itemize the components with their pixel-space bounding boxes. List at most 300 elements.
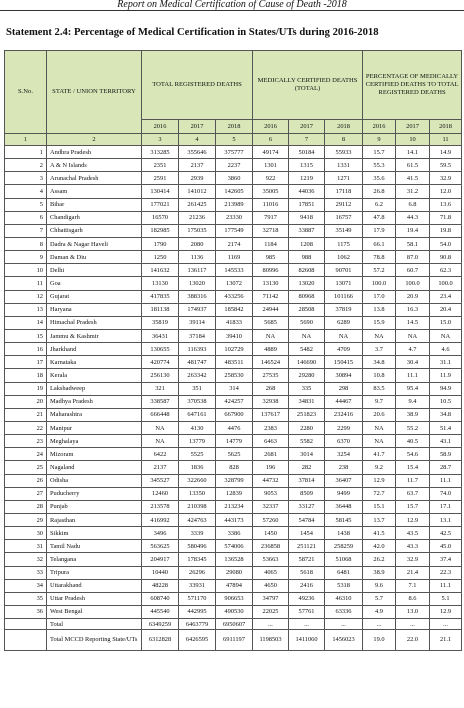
value-cell: 58.9 — [430, 448, 462, 461]
value-cell: 42.0 — [363, 540, 396, 553]
state-name-cell: Dadra & Nagar Haveli — [47, 237, 142, 250]
table-row — [5, 395, 462, 408]
value-cell: 1250 — [142, 251, 179, 264]
value-cell: 5.7 — [363, 592, 396, 605]
value-cell: 6463 — [253, 435, 289, 448]
value-cell: 47894 — [216, 579, 253, 592]
value-cell: 6463779 — [179, 619, 216, 630]
state-name-cell: Arunachal Pradesh — [47, 172, 142, 185]
value-cell: 41.5 — [396, 172, 430, 185]
value-cell: 236858 — [253, 540, 289, 553]
value-cell: 15.9 — [363, 316, 396, 329]
value-cell: 30894 — [325, 369, 363, 382]
value-cell: 94.9 — [430, 382, 462, 395]
value-cell: 238 — [325, 461, 363, 474]
value-cell: 1438 — [325, 527, 363, 540]
value-cell: 5525 — [179, 448, 216, 461]
state-name-cell: Lakshadweep — [47, 382, 142, 395]
table-row — [5, 553, 462, 566]
value-cell: 15.1 — [363, 500, 396, 513]
value-cell: 1208 — [289, 237, 325, 250]
state-name-cell: Andhra Pradesh — [47, 146, 142, 159]
table-row — [5, 237, 462, 250]
value-cell: 21.1 — [430, 630, 462, 651]
serial-number-cell: 20 — [5, 395, 47, 408]
serial-number-cell: 3 — [5, 172, 47, 185]
table-row — [5, 540, 462, 553]
value-cell: 13.7 — [363, 513, 396, 526]
value-cell: 61.5 — [396, 159, 430, 172]
value-cell: 185842 — [216, 303, 253, 316]
value-cell: 7.1 — [396, 579, 430, 592]
serial-number-cell: 30 — [5, 527, 47, 540]
table-row — [5, 251, 462, 264]
serial-number-cell: 6 — [5, 211, 47, 224]
table-row — [5, 513, 462, 526]
value-cell: 6950607 — [216, 619, 253, 630]
value-cell: 13.6 — [430, 198, 462, 211]
value-cell: 32718 — [253, 224, 289, 237]
state-name-cell: Total MCCD Reporting State/UTs — [47, 630, 142, 651]
value-cell: 443173 — [216, 513, 253, 526]
value-cell: 15.7 — [396, 500, 430, 513]
value-cell: 11.1 — [430, 474, 462, 487]
value-cell: 1271 — [325, 172, 363, 185]
value-cell: 37.4 — [430, 553, 462, 566]
value-cell: 196 — [253, 461, 289, 474]
table-row — [5, 630, 462, 651]
value-cell: 51068 — [325, 553, 363, 566]
value-cell: 13072 — [216, 277, 253, 290]
value-cell: 370538 — [179, 395, 216, 408]
value-cell: 388316 — [179, 290, 216, 303]
serial-number-cell: 16 — [5, 343, 47, 356]
value-cell: 32.9 — [430, 172, 462, 185]
table-row — [5, 146, 462, 159]
value-cell: 32.9 — [396, 553, 430, 566]
value-cell: 3386 — [216, 527, 253, 540]
col-header-mcd: MEDICALLY CERTIFIED DEATHS (TOTAL) — [253, 51, 363, 120]
table-row — [5, 579, 462, 592]
state-name-cell: A & N Islands — [47, 159, 142, 172]
value-cell: 328799 — [216, 474, 253, 487]
serial-number-cell: 1 — [5, 146, 47, 159]
value-cell: 36448 — [325, 500, 363, 513]
value-cell: 20.6 — [363, 408, 396, 421]
value-cell: 22025 — [253, 605, 289, 618]
value-cell: 71.8 — [430, 211, 462, 224]
serial-number-cell: 26 — [5, 474, 47, 487]
value-cell: 44732 — [253, 474, 289, 487]
value-cell: 26.2 — [363, 553, 396, 566]
value-cell: ... — [396, 619, 430, 630]
value-cell: 4.9 — [363, 605, 396, 618]
value-cell: 13020 — [179, 277, 216, 290]
serial-number-cell: 28 — [5, 500, 47, 513]
value-cell: 13071 — [325, 277, 363, 290]
value-cell: 175035 — [179, 224, 216, 237]
table-row — [5, 356, 462, 369]
value-cell: 22.3 — [430, 566, 462, 579]
value-cell: 36431 — [142, 329, 179, 342]
value-cell: 37814 — [289, 474, 325, 487]
value-cell: 3496 — [142, 527, 179, 540]
value-cell: 1136 — [179, 251, 216, 264]
value-cell: 2137 — [142, 461, 179, 474]
value-cell: 321 — [142, 382, 179, 395]
value-cell: ... — [363, 619, 396, 630]
value-cell: 42.5 — [430, 527, 462, 540]
value-cell: NA — [363, 435, 396, 448]
year-header: 2016 — [253, 120, 289, 134]
value-cell: 178345 — [179, 553, 216, 566]
state-name-cell: Telangana — [47, 553, 142, 566]
serial-number-cell: 31 — [5, 540, 47, 553]
value-cell: 90701 — [325, 264, 363, 277]
value-cell: 38.9 — [396, 408, 430, 421]
value-cell: 33887 — [289, 224, 325, 237]
value-cell: 11.1 — [396, 369, 430, 382]
year-header: 2017 — [179, 120, 216, 134]
value-cell: 48228 — [142, 579, 179, 592]
state-name-cell: Jammu & Kashmir — [47, 329, 142, 342]
certification-table — [4, 50, 462, 651]
value-cell: 146524 — [253, 356, 289, 369]
state-name-cell: Madhya Pradesh — [47, 395, 142, 408]
value-cell: 13020 — [289, 277, 325, 290]
value-cell: 5685 — [253, 316, 289, 329]
value-cell: 28508 — [289, 303, 325, 316]
value-cell: 83.5 — [363, 382, 396, 395]
state-name-cell: Daman & Diu — [47, 251, 142, 264]
value-cell: 922 — [253, 172, 289, 185]
value-cell: 4065 — [253, 566, 289, 579]
value-cell: 1315 — [289, 159, 325, 172]
table-row — [5, 211, 462, 224]
serial-number-cell: 32 — [5, 553, 47, 566]
year-header: 2018 — [430, 120, 462, 134]
value-cell: 63.7 — [396, 487, 430, 500]
value-cell: 5690 — [289, 316, 325, 329]
value-cell: 55.3 — [363, 159, 396, 172]
value-cell: 58145 — [325, 513, 363, 526]
value-cell: 35.6 — [363, 172, 396, 185]
value-cell: 1836 — [179, 461, 216, 474]
value-cell: 34797 — [253, 592, 289, 605]
serial-number-cell: 15 — [5, 329, 47, 342]
serial-number-cell: 12 — [5, 290, 47, 303]
value-cell: 433256 — [216, 290, 253, 303]
value-cell: 62.3 — [430, 264, 462, 277]
value-cell: 416992 — [142, 513, 179, 526]
value-cell: 4476 — [216, 421, 253, 434]
value-cell: 8.6 — [396, 592, 430, 605]
value-cell: NA — [289, 329, 325, 342]
state-name-cell: Uttarakhand — [47, 579, 142, 592]
value-cell: 23.4 — [430, 290, 462, 303]
value-cell: 49174 — [253, 146, 289, 159]
value-cell: 54.6 — [396, 448, 430, 461]
state-name-cell: Maharashtra — [47, 408, 142, 421]
value-cell: 213234 — [216, 500, 253, 513]
table-row — [5, 329, 462, 342]
col-header-percentage: PERCENTAGE OF MEDICALLY CERTIFIED DEATHS TO TOTAL REGISTERED DEATHS — [363, 51, 462, 120]
serial-number-cell: 5 — [5, 198, 47, 211]
value-cell: 57761 — [289, 605, 325, 618]
value-cell: 60.7 — [396, 264, 430, 277]
value-cell: 181138 — [142, 303, 179, 316]
value-cell: 101166 — [325, 290, 363, 303]
value-cell: 13.0 — [396, 605, 430, 618]
value-cell: 59.5 — [430, 159, 462, 172]
table-row — [5, 605, 462, 618]
value-cell: 136528 — [216, 553, 253, 566]
value-cell: 2681 — [253, 448, 289, 461]
value-cell: 263342 — [179, 369, 216, 382]
state-name-cell: Jharkhand — [47, 343, 142, 356]
value-cell: 483511 — [216, 356, 253, 369]
value-cell: 78.8 — [363, 251, 396, 264]
serial-number-cell: 18 — [5, 369, 47, 382]
value-cell: 14.1 — [396, 146, 430, 159]
table-row — [5, 224, 462, 237]
state-name-cell: Punjab — [47, 500, 142, 513]
value-cell: 116393 — [179, 343, 216, 356]
value-cell: 563625 — [142, 540, 179, 553]
value-cell: 424763 — [179, 513, 216, 526]
serial-number-cell: 36 — [5, 605, 47, 618]
col-header-state: STATE / UNION TERRITORY — [47, 51, 142, 134]
value-cell: ... — [253, 619, 289, 630]
value-cell: 39114 — [179, 316, 216, 329]
value-cell: 17851 — [289, 198, 325, 211]
value-cell: 30.4 — [396, 356, 430, 369]
value-cell: 141632 — [142, 264, 179, 277]
value-cell: 5582 — [289, 435, 325, 448]
state-name-cell: Chhattisgarh — [47, 224, 142, 237]
value-cell: 9.4 — [396, 395, 430, 408]
state-name-cell: Puducherry — [47, 487, 142, 500]
value-cell: 41.7 — [363, 448, 396, 461]
serial-number-cell: 8 — [5, 237, 47, 250]
state-name-cell: Chandigarh — [47, 211, 142, 224]
value-cell: 57260 — [253, 513, 289, 526]
value-cell: 51.4 — [430, 421, 462, 434]
value-cell: 14.5 — [396, 316, 430, 329]
serial-number-cell: 17 — [5, 356, 47, 369]
value-cell: 647161 — [179, 408, 216, 421]
value-cell: ... — [325, 619, 363, 630]
table-row — [5, 185, 462, 198]
value-cell: 3254 — [325, 448, 363, 461]
value-cell: 54784 — [289, 513, 325, 526]
value-cell: 34.8 — [363, 356, 396, 369]
value-cell: 15.0 — [430, 316, 462, 329]
state-name-cell: Delhi — [47, 264, 142, 277]
value-cell: 14779 — [216, 435, 253, 448]
value-cell: 95.4 — [396, 382, 430, 395]
value-cell: 145533 — [216, 264, 253, 277]
value-cell: 46310 — [325, 592, 363, 605]
value-cell: 35819 — [142, 316, 179, 329]
serial-number-cell: 7 — [5, 224, 47, 237]
state-name-cell: Total — [47, 619, 142, 630]
value-cell: 10.5 — [430, 395, 462, 408]
value-cell: 13130 — [253, 277, 289, 290]
table-row — [5, 172, 462, 185]
value-cell: 31.2 — [396, 185, 430, 198]
value-cell: 15.4 — [396, 461, 430, 474]
state-name-cell: Goa — [47, 277, 142, 290]
value-cell: 37819 — [325, 303, 363, 316]
value-cell: 2137 — [179, 159, 216, 172]
value-cell: 210398 — [179, 500, 216, 513]
serial-number-cell: 35 — [5, 592, 47, 605]
value-cell: 12.0 — [430, 185, 462, 198]
value-cell: 1456023 — [325, 630, 363, 651]
value-cell: 87.0 — [396, 251, 430, 264]
state-name-cell: Bihar — [47, 198, 142, 211]
state-name-cell: Uttar Pradesh — [47, 592, 142, 605]
value-cell: 41.5 — [363, 527, 396, 540]
value-cell: 1450 — [253, 527, 289, 540]
value-cell: 20.4 — [430, 303, 462, 316]
value-cell: 442995 — [179, 605, 216, 618]
value-cell: NA — [363, 329, 396, 342]
value-cell: 571170 — [179, 592, 216, 605]
value-cell: 1219 — [289, 172, 325, 185]
value-cell: 17118 — [325, 185, 363, 198]
value-cell: 34831 — [289, 395, 325, 408]
serial-number-cell: 11 — [5, 277, 47, 290]
value-cell: 16570 — [142, 211, 179, 224]
value-cell: NA — [142, 435, 179, 448]
value-cell: 985 — [253, 251, 289, 264]
value-cell: 44.3 — [396, 211, 430, 224]
column-index: 9 — [363, 134, 396, 146]
table-row — [5, 619, 462, 630]
value-cell: 314 — [216, 382, 253, 395]
value-cell: 12.9 — [430, 605, 462, 618]
value-cell: 136117 — [179, 264, 216, 277]
value-cell: 10440 — [142, 566, 179, 579]
value-cell: 6481 — [325, 566, 363, 579]
value-cell: 1301 — [253, 159, 289, 172]
table-row — [5, 448, 462, 461]
value-cell: 6312828 — [142, 630, 179, 651]
table-row — [5, 527, 462, 540]
value-cell: 72.7 — [363, 487, 396, 500]
value-cell: 150415 — [325, 356, 363, 369]
value-cell: 57.2 — [363, 264, 396, 277]
value-cell: 13130 — [142, 277, 179, 290]
value-cell: 80996 — [253, 264, 289, 277]
value-cell: 375777 — [216, 146, 253, 159]
serial-number-cell: 27 — [5, 487, 47, 500]
value-cell: 906653 — [216, 592, 253, 605]
state-name-cell: Meghalaya — [47, 435, 142, 448]
value-cell: 213578 — [142, 500, 179, 513]
column-index: 1 — [5, 134, 47, 146]
state-name-cell: Rajasthan — [47, 513, 142, 526]
value-cell: 420774 — [142, 356, 179, 369]
value-cell: 27535 — [253, 369, 289, 382]
value-cell: 6370 — [325, 435, 363, 448]
value-cell: 5318 — [325, 579, 363, 592]
serial-number-cell — [5, 630, 47, 651]
value-cell: 204917 — [142, 553, 179, 566]
value-cell: 322660 — [179, 474, 216, 487]
value-cell: 12.9 — [363, 474, 396, 487]
value-cell: 28.7 — [430, 461, 462, 474]
value-cell: 1198503 — [253, 630, 289, 651]
value-cell: 667900 — [216, 408, 253, 421]
value-cell: 232416 — [325, 408, 363, 421]
table-row — [5, 408, 462, 421]
value-cell: 335 — [289, 382, 325, 395]
value-cell: 2351 — [142, 159, 179, 172]
value-cell: 261425 — [179, 198, 216, 211]
value-cell: 55933 — [325, 146, 363, 159]
value-cell: 5.1 — [430, 592, 462, 605]
table-body — [5, 146, 462, 651]
table-row — [5, 592, 462, 605]
value-cell: 6.2 — [363, 198, 396, 211]
value-cell: 11.1 — [430, 579, 462, 592]
column-index: 6 — [253, 134, 289, 146]
state-name-cell: Tripura — [47, 566, 142, 579]
value-cell: 666448 — [142, 408, 179, 421]
value-cell: 82608 — [289, 264, 325, 277]
value-cell: 1331 — [325, 159, 363, 172]
year-header: 2017 — [289, 120, 325, 134]
value-cell: 19.4 — [396, 224, 430, 237]
value-cell: 13.8 — [363, 303, 396, 316]
serial-number-cell: 19 — [5, 382, 47, 395]
value-cell: 90.8 — [430, 251, 462, 264]
value-cell: 17.1 — [430, 500, 462, 513]
value-cell: 4130 — [179, 421, 216, 434]
year-header: 2016 — [142, 120, 179, 134]
value-cell: 26296 — [179, 566, 216, 579]
value-cell: 43.1 — [430, 435, 462, 448]
value-cell: 3860 — [216, 172, 253, 185]
serial-number-cell: 23 — [5, 435, 47, 448]
value-cell: 19.0 — [363, 630, 396, 651]
value-cell: 177021 — [142, 198, 179, 211]
value-cell: 32337 — [253, 500, 289, 513]
table-row — [5, 290, 462, 303]
value-cell: 34.8 — [430, 408, 462, 421]
value-cell: 19.8 — [430, 224, 462, 237]
value-cell: 6911197 — [216, 630, 253, 651]
state-name-cell: Assam — [47, 185, 142, 198]
value-cell: 12839 — [216, 487, 253, 500]
value-cell: 256130 — [142, 369, 179, 382]
value-cell: 12.9 — [396, 513, 430, 526]
serial-number-cell: 14 — [5, 316, 47, 329]
value-cell: 4650 — [253, 579, 289, 592]
value-cell: 40.5 — [396, 435, 430, 448]
state-name-cell: Haryana — [47, 303, 142, 316]
table-row — [5, 343, 462, 356]
table-row — [5, 382, 462, 395]
value-cell: 282 — [289, 461, 325, 474]
value-cell: 39410 — [216, 329, 253, 342]
value-cell: 11.7 — [396, 474, 430, 487]
serial-number-cell: 24 — [5, 448, 47, 461]
value-cell: 445540 — [142, 605, 179, 618]
